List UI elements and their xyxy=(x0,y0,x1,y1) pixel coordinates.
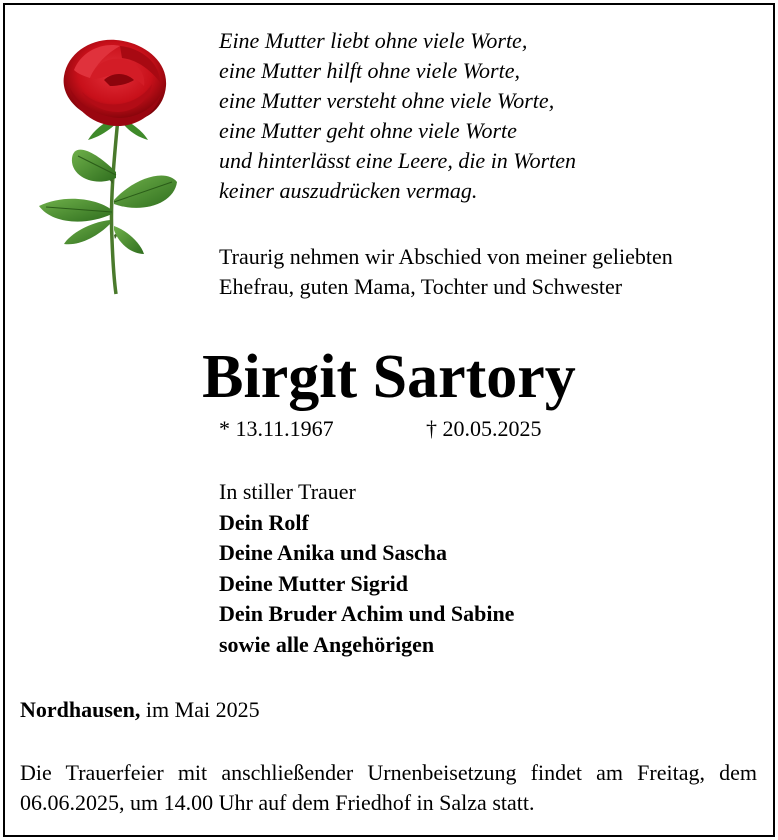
funeral-notice: Die Trauerfeier mit anschließender Urnenbeisetzung findet am Freitag, dem 06.06.2025, um 14.00 Uhr auf dem Friedhof in Salza statt. xyxy=(20,760,757,815)
birth-date: * 13.11.1967 xyxy=(219,416,334,441)
red-rose-icon xyxy=(34,30,184,298)
place-city: Nordhausen, xyxy=(20,697,141,722)
place-date: im Mai 2025 xyxy=(145,697,260,722)
poem-line: und hinterlässt eine Leere, die in Worten xyxy=(219,148,577,173)
mourner-name: Dein Rolf xyxy=(219,509,309,535)
mourners-list xyxy=(219,477,514,661)
intro-line: Traurig nehmen wir Abschied von meiner geliebten xyxy=(219,244,673,269)
poem-line: eine Mutter versteht ohne viele Worte, xyxy=(219,88,555,113)
poem-verse xyxy=(219,26,576,206)
mourner-name: Deine Mutter Sigrid xyxy=(219,570,409,596)
deceased-name: Birgit Sartory xyxy=(202,343,576,411)
poem-line: keiner auszudrücken vermag. xyxy=(219,178,478,203)
poem-line: Eine Mutter liebt ohne viele Worte, xyxy=(219,28,528,53)
mourners-heading: In stiller Trauer xyxy=(219,479,356,504)
farewell-intro xyxy=(219,242,673,302)
poem-line: eine Mutter hilft ohne viele Worte, xyxy=(219,58,520,83)
poem-line: eine Mutter geht ohne viele Worte xyxy=(219,118,517,143)
mourner-name: sowie alle Angehörigen xyxy=(219,631,435,657)
mourner-name: Dein Bruder Achim und Sabine xyxy=(219,601,515,627)
death-date: † 20.05.2025 xyxy=(426,416,542,441)
mourner-name: Deine Anika und Sascha xyxy=(219,540,448,566)
place-date-line xyxy=(20,695,260,725)
intro-line: Ehefrau, guten Mama, Tochter und Schwester xyxy=(219,274,623,299)
